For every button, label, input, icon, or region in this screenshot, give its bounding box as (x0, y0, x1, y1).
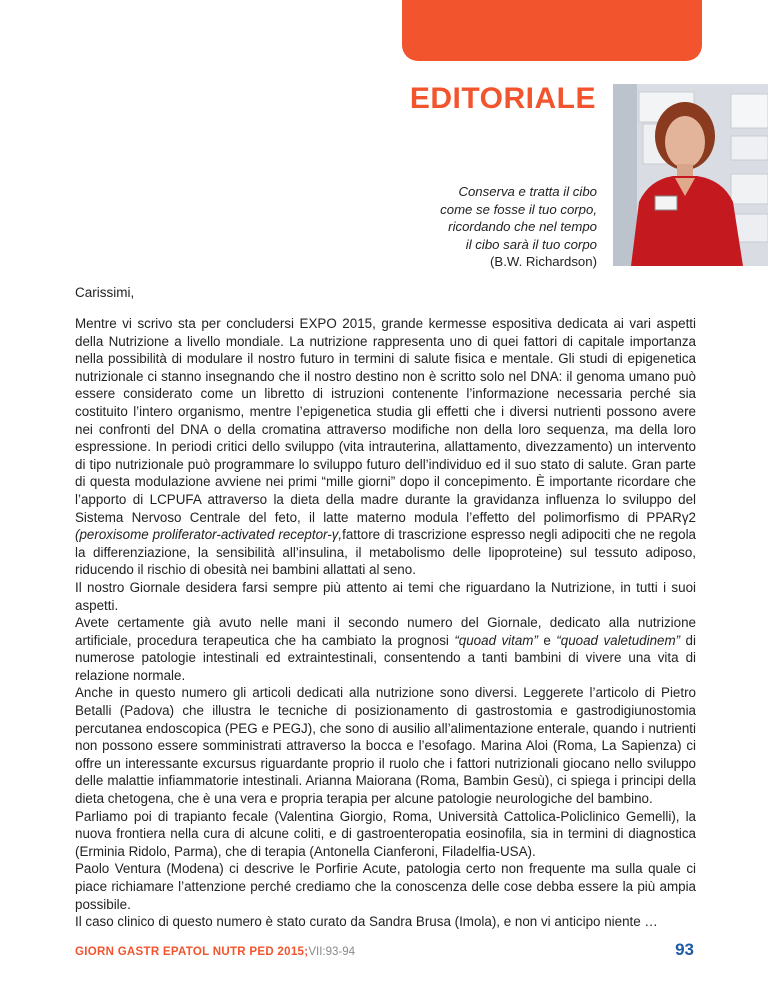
epigraph-line: Conserva e tratta il cibo (458, 184, 597, 199)
paragraph-italic: “quoad valetudinem” (556, 632, 681, 648)
journal-volume: VII:93-94 (308, 946, 356, 958)
header-tab (402, 0, 702, 61)
paragraph-text: fattore di trascrizione espresso negli adipociti che ne regola la differenziazione, la sensibilità all’insulina, il metabolismo delle lipoproteine) sul tessuto adiposo, riducendo il rischio di obesità nei bambini allattati al seno. (75, 527, 696, 578)
section-heading: EDITORIALE (409, 82, 596, 115)
epigraph-quote (357, 183, 597, 253)
paragraph: Il caso clinico di questo numero è stato curato da Sandra Brusa (Imola), e non vi anticipo niente … (75, 914, 658, 930)
paragraph: Anche in questo numero gli articoli dedicati alla nutrizione sono diversi. Leggerete l’articolo di Pietro Betalli (Padova) che illustra le tecniche di posizionamento di gastrostomia e gastrodigiunostomia percutanea endoscopica (PEG e PEGJ), che sono di ausilio all’alimentazione enterale, quando i nutrienti non possono essere somministrati attraverso la bocca e l’esofago. Marina Aloi (Roma, La Sapienza) ci offre un interessante excursus riguardante proprio il ruolo che i fattori nutrizionali giocano nello sviluppo delle malattie infiammatorie intestinali. Arianna Maiorana (Roma, Bambin Gesù), ci spiega i principi della dieta chetogena, che è una vera e propria terapia per alcune patologie neurologiche del bambino. (75, 685, 696, 807)
author-photo (613, 84, 768, 266)
journal-name: GIORN GASTR EPATOL NUTR PED 2015; (75, 946, 309, 958)
salutation: Carissimi, (75, 285, 135, 300)
paragraph: Il nostro Giornale desidera farsi sempre più attento ai temi che riguardano la Nutrizione, in tutti i suoi aspetti. (75, 579, 696, 613)
epigraph-line: il cibo sarà il tuo corpo (465, 236, 597, 252)
paragraph: Parliamo poi di trapianto fecale (Valentina Giorgio, Roma, Università Cattolica-Policlinico Gemelli), la nuova frontiera nella cura di alcune coliti, e di gastroenteropatia eosinofila, sia in termini di diagnostica (Erminia Ridolo, Parma), che di terapia (Antonella Cianferoni, Filadelfia-USA). (75, 808, 696, 859)
paragraph-text: di numerose patologie intestinali ed extraintestinali, consentendo a tanti bambini di vivere una vita di relazione normale. (75, 632, 696, 683)
epigraph-author: (B.W. Richardson) (490, 254, 597, 269)
paragraph (75, 614, 696, 684)
paragraph-text: Avete certamente già avuto nelle mani il secondo numero del Giornale, dedicato alla nutrizione artificiale, procedura terapeutica che ha cambiato la prognosi (75, 615, 696, 648)
paragraph: Paolo Ventura (Modena) ci descrive le Porfirie Acute, patologia certo non frequente ma sulla quale ci piace richiamare l’attenzione perché crediamo che la conoscenza delle cose debba essere la più ampia possibile. (75, 861, 696, 912)
paragraph-italic: (peroxisome proliferator-activated receptor-γ, (75, 527, 343, 543)
paragraph (75, 315, 696, 579)
paragraph-italic: “quoad vitam” (454, 632, 538, 648)
epigraph-line: come se fosse il tuo corpo, (440, 201, 597, 217)
page-number: 93 (675, 940, 694, 959)
paragraph-text: Mentre vi scrivo sta per concludersi EXPO 2015, grande kermesse espositiva dedicata ai vari aspetti della Nutrizione a livello mondiale. La nutrizione rappresenta uno di quei fattori di capitale importanza nella possibilità di modulare il nostro futuro in termini di salute fisica e mentale. Gli studi di epigenetica nutrizionale ci stanno insegnando che il nostro destino non è scritto solo nel DNA: il genoma umano può essere considerato come un libretto di istruzioni contenente l’informazione necessaria perché sia costituito l’intero organismo, mentre l’epigenetica studia gli effetti che i diversi nutrienti possono avere nei confronti del DNA o della cromatina attraverso modifiche non della loro sequenza, ma della loro espressione. In periodi critici dello sviluppo (vita intrauterina, allattamento, divezzamento) un intervento di tipo nutrizionale può programmare lo sviluppo futuro dell’individuo ed il suo stato di salute. Gran parte di questa modulazione avviene nei primi “mille giorni” dopo il concepimento. È importante ricordare che l’apporto di LCPUFA attraverso la dieta della madre durante la gravidanza influenza lo sviluppo del Sistema Nervoso Centrale del feto, il latte materno modula l’effetto del polimorfismo di PPARγ2 (75, 316, 696, 525)
editorial-body (75, 315, 696, 931)
journal-citation (75, 946, 355, 958)
epigraph-line: ricordando che nel tempo (448, 219, 597, 234)
paragraph-text: e (537, 632, 557, 648)
